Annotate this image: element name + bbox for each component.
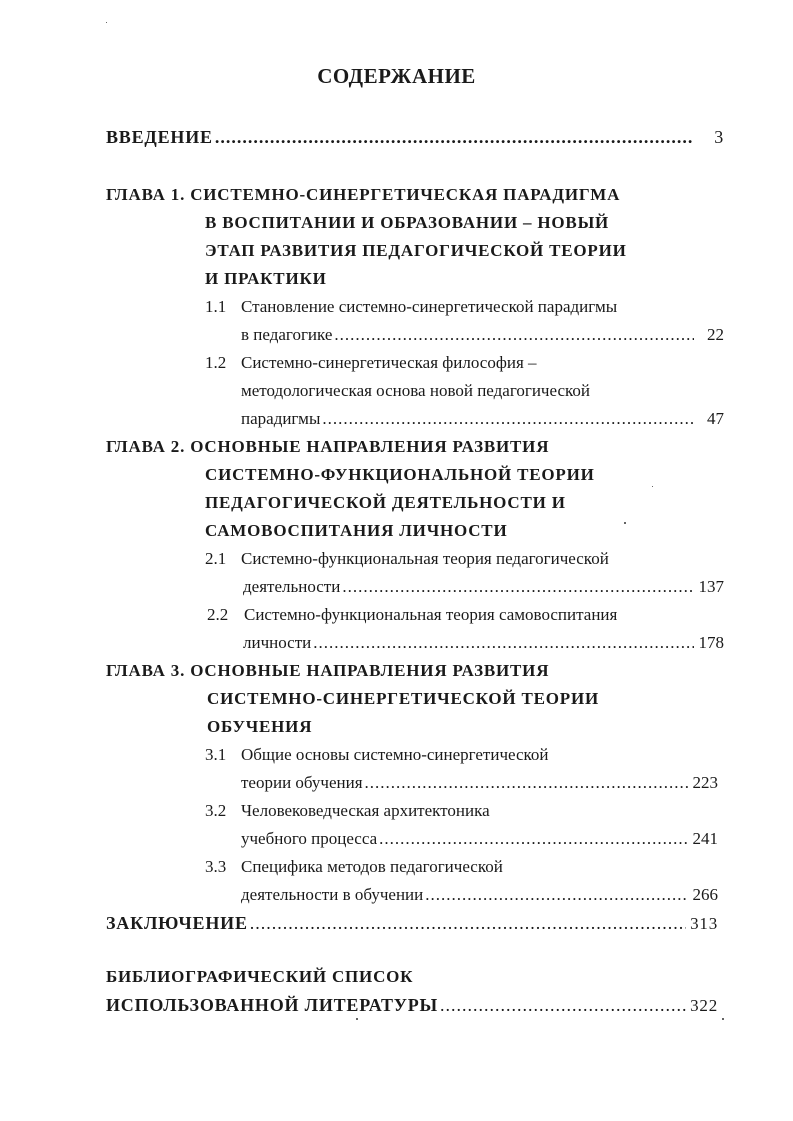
chapter-1-heading-line: В ВОСПИТАНИИ И ОБРАЗОВАНИИ – НОВЫЙ — [205, 213, 610, 232]
dot-leader — [215, 126, 694, 148]
section-title-line: деятельности — [243, 577, 341, 596]
section-title-line: в педагогике — [241, 325, 333, 344]
toc-entry-1-1 — [241, 324, 724, 346]
page-number: 47 — [707, 409, 724, 428]
section-title-line: Человековедческая архитектоника — [241, 801, 490, 820]
entry-label: ВВЕДЕНИЕ — [106, 127, 213, 147]
page-number: 178 — [698, 633, 724, 652]
chapter-2-heading-line: САМОВОСПИТАНИЯ ЛИЧНОСТИ — [205, 521, 508, 540]
toc-entry-3-3 — [241, 884, 718, 906]
chapter-1-heading-line: ЭТАП РАЗВИТИЯ ПЕДАГОГИЧЕСКОЙ ТЕОРИИ — [205, 241, 627, 260]
chapter-3-heading-line: ГЛАВА 3. ОСНОВНЫЕ НАПРАВЛЕНИЯ РАЗВИТИЯ — [106, 661, 550, 680]
section-title-line: теории обучения — [241, 773, 363, 792]
section-number: 2.2 — [207, 605, 229, 624]
section-number: 1.1 — [205, 297, 227, 316]
toc-entry-conclusion — [106, 912, 718, 935]
section-title-line: учебного процесса — [241, 829, 378, 848]
page-number: 22 — [707, 325, 724, 344]
chapter-3-heading-line: СИСТЕМНО-СИНЕРГЕТИЧЕСКОЙ ТЕОРИИ — [207, 689, 599, 708]
section-title-line: Системно-функциональная теория самовоспитания — [244, 605, 618, 624]
section-title-line: личности — [243, 633, 312, 652]
section-title-line: Общие основы системно-синергетической — [241, 745, 549, 764]
section-number: 3.1 — [205, 745, 227, 764]
page-number: 3 — [714, 127, 724, 147]
section-title-line: методологическая основа новой педагогической — [241, 381, 590, 400]
toc-entry-3-1 — [241, 772, 718, 794]
chapter-2-heading-line: СИСТЕМНО-ФУНКЦИОНАЛЬНОЙ ТЕОРИИ — [205, 465, 595, 484]
scan-speck — [624, 522, 626, 524]
section-number: 3.2 — [205, 801, 227, 820]
dot-leader — [334, 324, 694, 346]
page-title: СОДЕРЖАНИЕ — [317, 64, 476, 88]
scan-speck — [106, 22, 107, 23]
section-number: 2.1 — [205, 549, 227, 568]
toc-entry-2-2 — [243, 632, 724, 654]
page-number: 322 — [690, 996, 718, 1015]
dot-leader — [250, 912, 686, 934]
toc-entry-1-2 — [241, 408, 724, 430]
toc-entry-bibliography — [106, 994, 718, 1017]
chapter-2-heading-line: ГЛАВА 2. ОСНОВНЫЕ НАПРАВЛЕНИЯ РАЗВИТИЯ — [106, 437, 550, 456]
dot-leader — [365, 772, 688, 794]
chapter-1-heading-line: ГЛАВА 1. СИСТЕМНО-СИНЕРГЕТИЧЕСКАЯ ПАРАДИГМА — [106, 185, 621, 204]
chapter-2-heading-line: ПЕДАГОГИЧЕСКОЙ ДЕЯТЕЛЬНОСТИ И — [205, 493, 566, 512]
dot-leader — [425, 884, 688, 906]
scan-speck — [356, 1018, 358, 1020]
toc-entry-intro — [106, 126, 724, 148]
page-number: 241 — [692, 829, 718, 848]
bibliography-heading-line: БИБЛИОГРАФИЧЕСКИЙ СПИСОК — [106, 967, 414, 986]
entry-label: ИСПОЛЬЗОВАННОЙ ЛИТЕРАТУРЫ — [106, 995, 439, 1015]
page-number: 223 — [692, 773, 718, 792]
chapter-1-heading-line: И ПРАКТИКИ — [205, 269, 327, 288]
page-number: 266 — [692, 885, 718, 904]
section-title-line: Системно-синергетическая философия – — [241, 353, 537, 372]
toc-entry-3-2 — [241, 828, 718, 850]
dot-leader — [379, 828, 688, 850]
section-number: 3.3 — [205, 857, 227, 876]
dot-leader — [440, 994, 686, 1016]
section-title-line: деятельности в обучении — [241, 885, 424, 904]
dot-leader — [342, 576, 694, 598]
entry-label: ЗАКЛЮЧЕНИЕ — [106, 913, 248, 933]
section-title-line: парадигмы — [241, 409, 321, 428]
section-number: 1.2 — [205, 353, 227, 372]
scan-speck — [652, 486, 653, 487]
section-title-line: Системно-функциональная теория педагогической — [241, 549, 609, 568]
dot-leader — [322, 408, 694, 430]
section-title-line: Специфика методов педагогической — [241, 857, 503, 876]
dot-leader — [313, 632, 694, 654]
section-title-line: Становление системно-синергетической парадигмы — [241, 297, 618, 316]
chapter-3-heading-line: ОБУЧЕНИЯ — [207, 717, 313, 736]
page-number: 137 — [698, 577, 724, 596]
page-number: 313 — [690, 914, 718, 933]
toc-entry-2-1 — [243, 576, 724, 598]
scan-speck — [722, 1018, 724, 1020]
